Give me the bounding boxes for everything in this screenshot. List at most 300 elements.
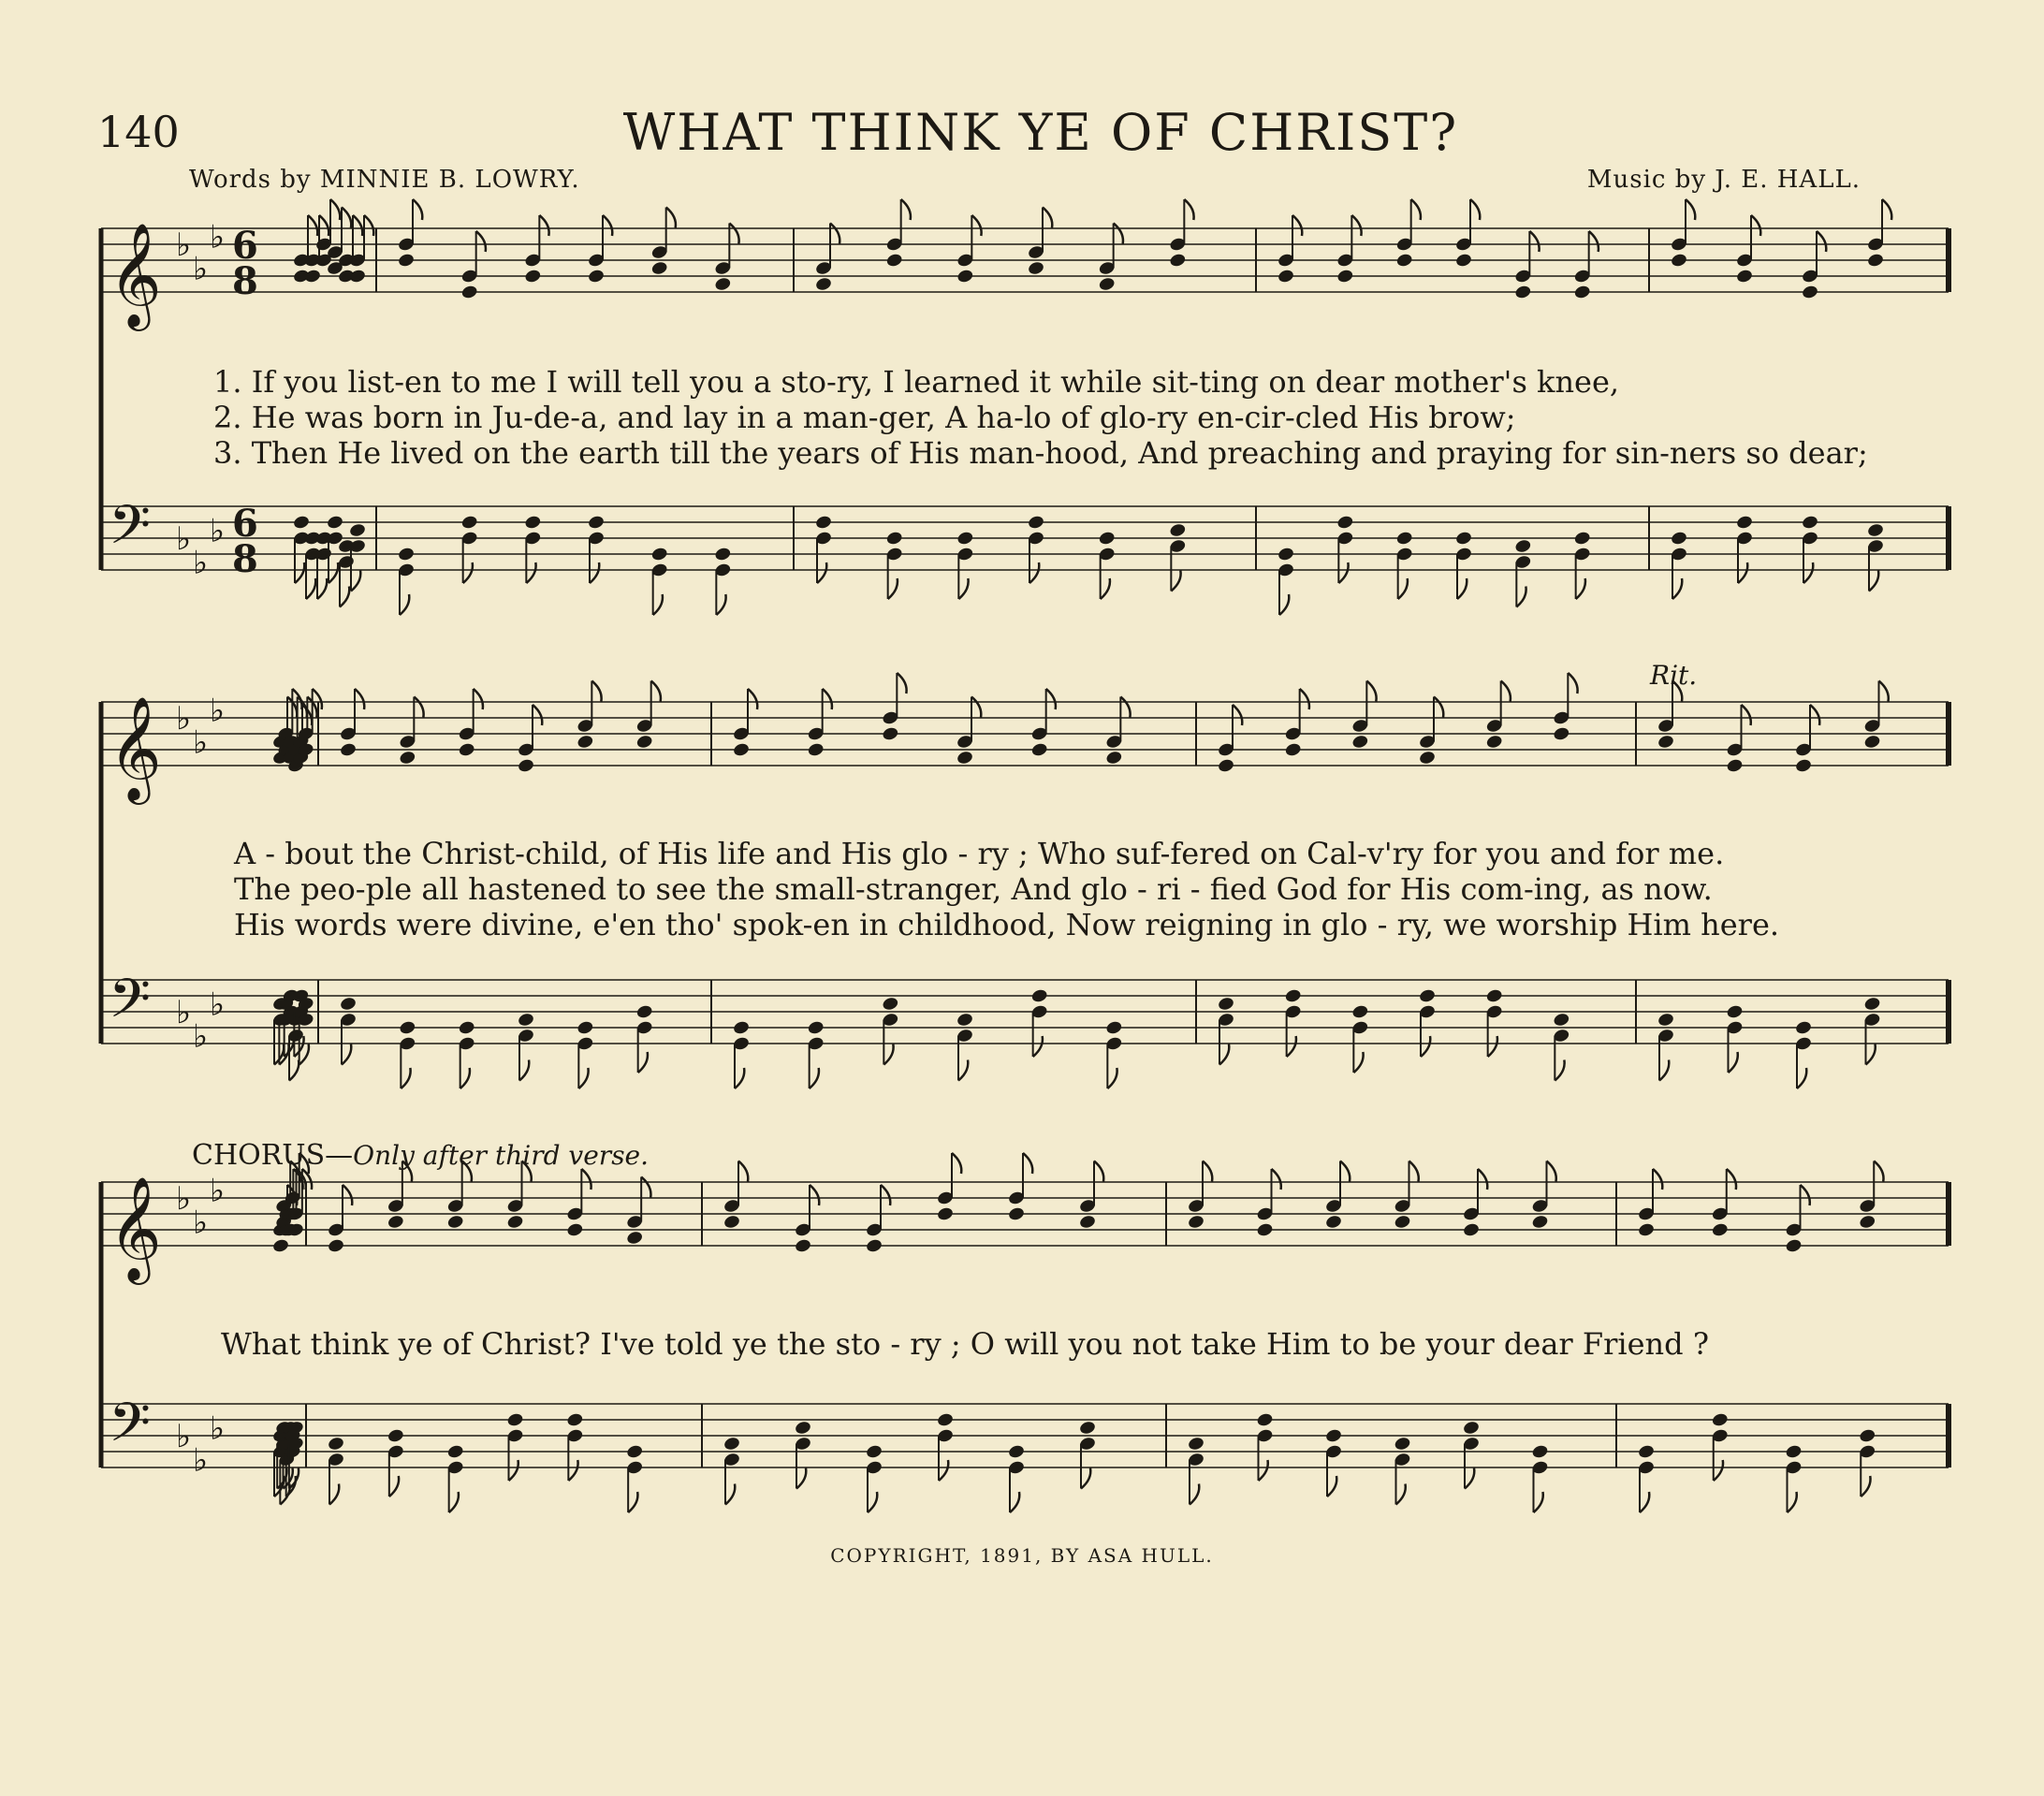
note-head: [635, 734, 653, 750]
note-head: [1670, 253, 1687, 269]
note-flag: [413, 199, 422, 220]
note-flag: [1043, 208, 1052, 228]
note-head: [1324, 1214, 1342, 1230]
note-flag: [735, 1068, 744, 1088]
flat-icon: ♭: [193, 1204, 209, 1242]
note-flag: [414, 697, 423, 718]
note-flag: [1686, 199, 1695, 220]
note-head: [1256, 1222, 1274, 1238]
note-head: [1078, 1420, 1096, 1436]
note-flag: [317, 578, 327, 599]
note-flag: [1190, 1484, 1199, 1505]
note-head: [794, 1420, 811, 1436]
note-head: [1098, 531, 1116, 547]
flat-icon: ♭: [193, 544, 209, 582]
note-head: [1863, 996, 1881, 1012]
note-head: [399, 1020, 416, 1036]
note-flag: [716, 594, 725, 615]
chorus-lyric: What think ye of Christ? I've told ye the sto - ry ; O will you not take Him to be your dear Friend ?: [221, 1326, 1709, 1362]
note-head: [1098, 276, 1116, 292]
note-flag: [1081, 1468, 1090, 1489]
note-head: [1735, 515, 1753, 531]
note-head: [1462, 1222, 1480, 1238]
flat-icon: ♭: [210, 218, 226, 256]
note-flag: [460, 1068, 470, 1088]
note-head: [1007, 1444, 1025, 1460]
note-flag: [1120, 697, 1130, 718]
note-head: [956, 750, 973, 766]
note-head: [506, 1214, 524, 1230]
note-flag: [729, 224, 738, 244]
flat-icon: ♭: [193, 250, 209, 288]
note-flag: [958, 578, 968, 599]
note-head: [807, 1020, 825, 1036]
note-head: [566, 1222, 584, 1238]
note-head: [399, 750, 416, 766]
note-head: [1256, 1412, 1274, 1428]
note-flag: [1114, 224, 1123, 244]
note-flag: [1866, 1044, 1876, 1065]
music-credit: Music by J. E. HALL.: [1586, 166, 1861, 194]
note-flag: [971, 215, 981, 236]
note-head: [326, 515, 343, 531]
note-flag: [364, 215, 373, 236]
note-head: [1859, 1428, 1876, 1444]
note-flag: [1351, 215, 1361, 236]
note-head: [587, 269, 605, 285]
note-flag: [342, 208, 351, 228]
treble-clef-icon: 𝄞: [109, 1175, 162, 1280]
note-head: [1217, 996, 1234, 1012]
note-flag: [509, 1460, 518, 1481]
time-signature-top: 6: [232, 224, 258, 268]
note-flag: [1396, 1484, 1406, 1505]
note-flag: [638, 1052, 648, 1073]
note-flag: [868, 1492, 877, 1512]
note-head: [1336, 515, 1354, 531]
note-head: [865, 1444, 883, 1460]
note-flag: [389, 1476, 399, 1497]
note-head: [1169, 522, 1187, 538]
note-flag: [1434, 697, 1443, 718]
note-head: [1007, 1206, 1025, 1222]
note-head: [1418, 988, 1436, 1004]
note-flag: [340, 587, 349, 607]
note-head: [1105, 750, 1123, 766]
note-flag: [581, 1169, 591, 1190]
note-flag: [1233, 705, 1242, 725]
note-flag: [306, 578, 315, 599]
note-flag: [666, 208, 676, 228]
note-flag: [1727, 1169, 1736, 1190]
note-flag: [1869, 571, 1878, 591]
note-head: [1859, 1214, 1876, 1230]
note-flag: [939, 1460, 948, 1481]
note-head: [1394, 1214, 1411, 1230]
note-flag: [897, 673, 906, 694]
treble-clef-icon: 𝄞: [109, 695, 162, 800]
copyright-notice: COPYRIGHT, 1891, BY ASA HULL.: [830, 1544, 1214, 1567]
note-head: [814, 515, 832, 531]
note-flag: [1353, 1052, 1363, 1073]
note-head: [1418, 750, 1436, 766]
note-flag: [823, 689, 832, 709]
note-head: [1785, 1238, 1803, 1254]
note-flag: [1010, 1492, 1019, 1512]
note-flag: [1366, 681, 1376, 702]
flat-icon: ♭: [176, 994, 192, 1031]
note-head: [1866, 253, 1884, 269]
note-flag: [519, 1060, 529, 1081]
note-head: [1726, 758, 1744, 774]
note-head: [723, 1436, 740, 1452]
note-head: [1726, 1004, 1744, 1020]
note-flag: [1398, 578, 1408, 599]
note-flag: [1589, 231, 1599, 252]
note-flag: [1272, 1169, 1281, 1190]
note-flag: [289, 1060, 299, 1081]
note-flag: [1046, 689, 1056, 709]
flat-icon: ♭: [176, 1180, 192, 1218]
bass-clef-icon: 𝄢: [109, 967, 152, 1044]
flat-icon: ♭: [193, 1441, 209, 1480]
note-flag: [1488, 1036, 1497, 1057]
note-flag: [1659, 1060, 1669, 1081]
note-head: [1027, 515, 1044, 531]
note-head: [524, 515, 542, 531]
note-head: [1794, 1020, 1812, 1036]
note-flag: [1219, 1044, 1229, 1065]
flat-icon: ♭: [193, 1017, 209, 1056]
flat-icon: ♭: [210, 986, 226, 1024]
note-flag: [1457, 578, 1467, 599]
note-flag: [1861, 1476, 1870, 1497]
note-head: [1277, 547, 1294, 562]
note-flag: [400, 594, 409, 615]
note-flag: [1023, 1153, 1032, 1174]
note-flag: [476, 231, 486, 252]
note-head: [327, 1238, 344, 1254]
note-head: [1573, 285, 1591, 300]
note-head: [1657, 734, 1674, 750]
note-flag: [1547, 1161, 1556, 1182]
note-head: [714, 547, 732, 562]
flat-icon: ♭: [210, 692, 226, 730]
note-head: [732, 1020, 750, 1036]
note-head: [348, 269, 366, 285]
note-head: [1454, 531, 1472, 547]
note-head: [397, 547, 415, 562]
bass-clef-icon: 𝄢: [109, 493, 152, 570]
note-flag: [958, 1060, 968, 1081]
note-flag: [1751, 215, 1760, 236]
note-flag: [1810, 705, 1819, 725]
note-flag: [533, 705, 542, 725]
note-flag: [1797, 1068, 1806, 1088]
note-head: [397, 253, 415, 269]
note-flag: [1817, 231, 1826, 252]
note-head: [1485, 734, 1503, 750]
note-flag: [1640, 1492, 1649, 1512]
note-flag: [1171, 571, 1180, 591]
flat-icon: ♭: [193, 723, 209, 762]
note-flag: [725, 1484, 735, 1505]
note-flag: [1287, 1036, 1296, 1057]
note-head: [794, 1238, 811, 1254]
note-flag: [1327, 1476, 1336, 1497]
note-head: [1462, 1420, 1480, 1436]
note-flag: [1300, 689, 1309, 709]
note-head: [1105, 1020, 1123, 1036]
note-head: [1573, 531, 1591, 547]
verse-1-line-2: A - bout the Christ-child, of His life and His glo - ry ; Who suf-fered on Cal-v'ry for you and for me.: [234, 836, 1725, 871]
note-head: [458, 742, 475, 758]
note-head: [807, 742, 825, 758]
chorus-note: Only after third verse.: [353, 1140, 650, 1171]
note-head: [327, 1436, 344, 1452]
note-flag: [881, 1185, 890, 1205]
flat-icon: ♭: [176, 226, 192, 264]
note-flag: [1879, 681, 1889, 702]
note-head: [936, 1206, 954, 1222]
note-head: [1485, 988, 1503, 1004]
note-flag: [353, 215, 362, 236]
note-head: [339, 742, 357, 758]
note-flag: [308, 215, 317, 236]
ritardando-mark: Rit.: [1650, 660, 1698, 691]
note-flag: [342, 1044, 351, 1065]
note-head: [524, 269, 542, 285]
time-signature-bottom: 8: [232, 259, 258, 303]
note-flag: [578, 1068, 588, 1088]
note-head: [348, 522, 366, 538]
note-head: [1531, 1214, 1549, 1230]
note-flag: [474, 689, 483, 709]
note-flag: [1501, 681, 1511, 702]
note-flag: [628, 1492, 637, 1512]
note-flag: [901, 199, 911, 220]
note-head: [1187, 1214, 1204, 1230]
note-flag: [295, 562, 304, 583]
note-head: [1637, 1222, 1655, 1238]
note-flag: [738, 1161, 748, 1182]
note-head: [566, 1412, 584, 1428]
note-head: [1078, 1214, 1096, 1230]
note-head: [714, 276, 732, 292]
note-flag: [299, 1044, 309, 1065]
note-head: [1027, 260, 1044, 276]
note-head: [292, 515, 310, 531]
note-flag: [1801, 1185, 1810, 1205]
note-flag: [971, 697, 981, 718]
note-head: [1785, 1444, 1803, 1460]
note-flag: [1033, 1036, 1043, 1057]
note-flag: [1534, 1492, 1543, 1512]
note-head: [387, 1214, 404, 1230]
flat-icon: ♭: [176, 1418, 192, 1455]
note-flag: [1184, 199, 1193, 220]
note-flag: [1421, 1036, 1430, 1057]
flat-icon: ♭: [210, 1172, 226, 1210]
note-flag: [1529, 231, 1539, 252]
note-flag: [1094, 1161, 1103, 1182]
note-head: [732, 742, 750, 758]
note-flag: [1470, 199, 1480, 220]
note-flag: [328, 562, 338, 583]
note-head: [956, 531, 974, 547]
note-head: [956, 1012, 973, 1028]
note-flag: [568, 1460, 577, 1481]
note-head: [956, 269, 974, 285]
note-flag: [526, 562, 535, 583]
note-flag: [1576, 578, 1585, 599]
note-head: [1284, 742, 1302, 758]
note-flag: [651, 681, 661, 702]
note-head: [1711, 1412, 1729, 1428]
flat-icon: ♭: [176, 700, 192, 737]
note-head: [650, 260, 668, 276]
note-flag: [1672, 578, 1682, 599]
note-head: [635, 1004, 653, 1020]
flat-icon: ♭: [210, 1409, 226, 1448]
note-flag: [319, 215, 328, 236]
note-head: [1553, 726, 1570, 742]
note-head: [1794, 758, 1812, 774]
treble-clef-icon: 𝄞: [109, 222, 162, 327]
note-head: [1395, 531, 1413, 547]
verse-3-line-1: 3. Then He lived on the earth till the years of His man-hood, And preaching and praying for sin-ners so dear;: [213, 435, 1868, 471]
note-head: [517, 758, 534, 774]
note-flag: [810, 1068, 819, 1088]
bass-clef-icon: 𝄢: [109, 1391, 152, 1467]
note-head: [1801, 515, 1818, 531]
note-head: [577, 1020, 594, 1036]
note-head: [1169, 253, 1187, 269]
note-flag: [1465, 1468, 1474, 1489]
note-flag: [1568, 673, 1577, 694]
note-flag: [748, 689, 757, 709]
note-flag: [1788, 1492, 1797, 1512]
note-flag: [329, 1484, 339, 1505]
note-flag: [830, 224, 840, 244]
note-flag: [796, 1468, 806, 1489]
note-flag: [1803, 562, 1813, 583]
note-flag: [1292, 215, 1302, 236]
note-flag: [1516, 587, 1526, 607]
note-flag: [355, 689, 364, 709]
note-flag: [1882, 199, 1891, 220]
note-head: [1217, 758, 1234, 774]
note-flag: [1029, 562, 1039, 583]
note-flag: [1203, 1161, 1212, 1182]
note-flag: [641, 1177, 650, 1198]
note-head: [1394, 1436, 1411, 1452]
flat-icon: ♭: [176, 520, 192, 558]
note-head: [446, 1214, 464, 1230]
note-flag: [1409, 1161, 1419, 1182]
flat-icon: ♭: [210, 512, 226, 550]
note-head: [1866, 522, 1884, 538]
note-head: [626, 1230, 644, 1246]
note-flag: [952, 1153, 961, 1174]
note-flag: [1874, 1161, 1883, 1182]
note-head: [446, 1444, 464, 1460]
note-head: [885, 253, 903, 269]
note-flag: [1340, 1161, 1350, 1182]
note-head: [303, 269, 321, 285]
note-head: [1351, 734, 1369, 750]
note-flag: [883, 1044, 893, 1065]
note-flag: [888, 578, 898, 599]
verse-2-line-2: The peo-ple all hastened to see the small-stranger, And glo - ri - fied God for His com-ing, as now.: [234, 871, 1713, 907]
note-flag: [810, 1185, 819, 1205]
note-head: [885, 531, 903, 547]
note-head: [458, 1020, 475, 1036]
note-flag: [1478, 1169, 1487, 1190]
time-signature-top: 6: [232, 502, 258, 546]
note-flag: [591, 681, 601, 702]
note-flag: [1653, 1169, 1662, 1190]
note-head: [1277, 269, 1294, 285]
note-flag: [401, 1068, 410, 1088]
note-head: [460, 515, 478, 531]
note-head: [1531, 1444, 1549, 1460]
note-head: [1284, 988, 1302, 1004]
verse-2-line-1: 2. He was born in Ju-de-a, and lay in a man-ger, A ha-lo of glo-ry en-cir-cled His brow;: [213, 400, 1516, 435]
note-flag: [463, 562, 473, 583]
note-head: [1670, 531, 1687, 547]
words-credit: Words by MINNIE B. LOWRY.: [189, 166, 580, 194]
note-head: [1514, 285, 1532, 300]
note-flag: [1411, 199, 1421, 220]
note-head: [1711, 1222, 1729, 1238]
note-head: [1863, 734, 1881, 750]
page-title: WHAT THINK YE OF CHRIST?: [622, 103, 1459, 162]
note-flag: [539, 215, 548, 236]
note-flag: [817, 562, 826, 583]
note-head: [271, 1238, 289, 1254]
note-head: [650, 547, 668, 562]
note-flag: [1742, 705, 1751, 725]
note-flag: [330, 199, 340, 220]
note-flag: [1259, 1460, 1268, 1481]
note-head: [387, 1428, 404, 1444]
note-flag: [351, 571, 360, 591]
note-flag: [1279, 594, 1289, 615]
note-head: [506, 1412, 524, 1428]
note-flag: [1714, 1460, 1723, 1481]
note-flag: [653, 594, 663, 615]
note-flag: [343, 1185, 352, 1205]
note-head: [1030, 742, 1048, 758]
note-head: [626, 1444, 644, 1460]
note-head: [882, 726, 899, 742]
note-head: [1336, 269, 1354, 285]
note-head: [1657, 1012, 1674, 1028]
chorus-label: [192, 1139, 649, 1172]
note-head: [339, 996, 357, 1012]
note-flag: [1555, 1060, 1564, 1081]
page-number: 140: [97, 107, 180, 157]
note-head: [1351, 1004, 1369, 1020]
note-flag: [313, 689, 322, 709]
note-flag: [449, 1492, 459, 1512]
note-head: [1324, 1428, 1342, 1444]
note-head: [1187, 1436, 1204, 1452]
note-head: [723, 1214, 740, 1230]
chorus-heading: CHORUS—: [192, 1139, 354, 1172]
note-head: [517, 1012, 534, 1028]
